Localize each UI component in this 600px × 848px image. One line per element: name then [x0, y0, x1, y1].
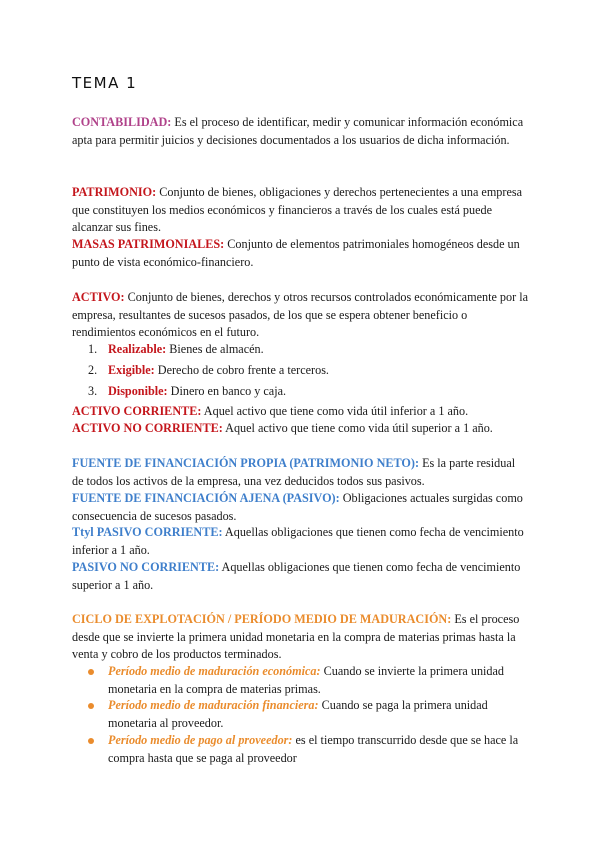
definition-activo-no-corriente	[72, 420, 528, 438]
term-label: PASIVO NO CORRIENTE:	[72, 560, 220, 574]
term-label: CONTABILIDAD:	[72, 115, 172, 129]
term-label: Ttyl PASIVO CORRIENTE:	[72, 525, 223, 539]
definition-text: Obligaciones actuales surgidas como consecuencia de sucesos pasados.	[72, 491, 523, 523]
definition-fuente-ajena	[72, 490, 528, 525]
definition-text: Conjunto de elementos patrimoniales homogéneos desde un punto de vista económico-financiero.	[72, 237, 520, 269]
definition-text: Es el proceso desde que se invierte la primera unidad monetaria en la compra de materias primas hasta la venta y cobro de los productos terminados.	[72, 612, 520, 661]
definition-masas-patrimoniales	[72, 236, 528, 271]
item-text: es el tiempo transcurrido desde que se hace la compra hasta que se paga al proveedor	[108, 733, 519, 765]
list-item	[88, 341, 528, 359]
item-text: Cuando se invierte la primera unidad monetaria en la compra de materias primas.	[108, 664, 505, 696]
definition-pasivo-corriente	[72, 524, 528, 559]
definition-text: Es el proceso de identificar, medir y comunicar información económica apta para permitir juicios y decisiones documentados a los usuarios de dicha información.	[72, 115, 524, 147]
bullet-icon	[88, 703, 94, 709]
list-number: 3.	[88, 384, 98, 398]
definition-text: Conjunto de bienes, obligaciones y derechos pertenecientes a una empresa que constituyen los medios económicos y financieros a través de los cuales está puede alcanzar sus fines.	[72, 185, 523, 234]
definition-activo	[72, 289, 528, 342]
definition-text: Aquel activo que tiene como vida útil inferior a 1 año.	[201, 404, 469, 418]
term-label: Realizable:	[108, 342, 167, 356]
definition-patrimonio	[72, 184, 528, 237]
term-label: ACTIVO NO CORRIENTE:	[72, 421, 223, 435]
definition-text: Aquellas obligaciones que tienen como fecha de vencimiento superior a 1 año.	[72, 560, 521, 592]
term-label: CICLO DE EXPLOTACIÓN / PERÍODO MEDIO DE MADURACIÓN:	[72, 612, 452, 626]
term-label: FUENTE DE FINANCIACIÓN PROPIA (PATRIMONIO NETO):	[72, 456, 420, 470]
term-label: ACTIVO CORRIENTE:	[72, 404, 202, 418]
definition-text: Es la parte residual de todos los activos de la empresa, una vez deducidos todos sus pasivos.	[72, 456, 516, 488]
definition-text: Conjunto de bienes, derechos y otros recursos controlados económicamente por la empresa, resultantes de sucesos pasados, de los que se espera obtener beneficio o rendimientos económicos en el futuro.	[72, 290, 529, 339]
term-label: Período medio de maduración financiera:	[108, 698, 319, 712]
item-text: Derecho de cobro frente a terceros.	[154, 363, 329, 377]
term-label: Disponible:	[108, 384, 168, 398]
list-number: 1.	[88, 342, 98, 356]
list-item	[108, 697, 528, 732]
term-label: PATRIMONIO:	[72, 185, 157, 199]
definition-fuente-propia	[72, 455, 528, 490]
term-label: MASAS PATRIMONIALES:	[72, 237, 225, 251]
term-label: Período medio de pago al proveedor:	[108, 733, 293, 747]
term-label: FUENTE DE FINANCIACIÓN AJENA (PASIVO):	[72, 491, 340, 505]
definition-ciclo-explotacion	[72, 611, 528, 664]
term-label: ACTIVO:	[72, 290, 125, 304]
term-label: Exigible:	[108, 363, 155, 377]
list-number: 2.	[88, 363, 98, 377]
list-item	[88, 383, 528, 401]
definition-text: Aquellas obligaciones que tienen como fecha de vencimiento inferior a 1 año.	[72, 525, 524, 557]
term-label: Período medio de maduración económica:	[108, 664, 321, 678]
definition-activo-corriente	[72, 403, 528, 421]
bullet-icon	[88, 738, 94, 744]
item-text: Cuando se paga la primera unidad monetaria al proveedor.	[108, 698, 488, 730]
list-item	[88, 362, 528, 380]
definition-contabilidad	[72, 114, 528, 149]
item-text: Bienes de almacén.	[166, 342, 264, 356]
definition-text: Aquel activo que tiene como vida útil superior a 1 año.	[222, 421, 493, 435]
item-text: Dinero en banco y caja.	[167, 384, 287, 398]
list-item	[108, 663, 528, 698]
list-item	[108, 732, 528, 767]
bullet-icon	[88, 669, 94, 675]
page-title: TEMA 1	[72, 74, 138, 92]
definition-pasivo-no-corriente	[72, 559, 528, 594]
